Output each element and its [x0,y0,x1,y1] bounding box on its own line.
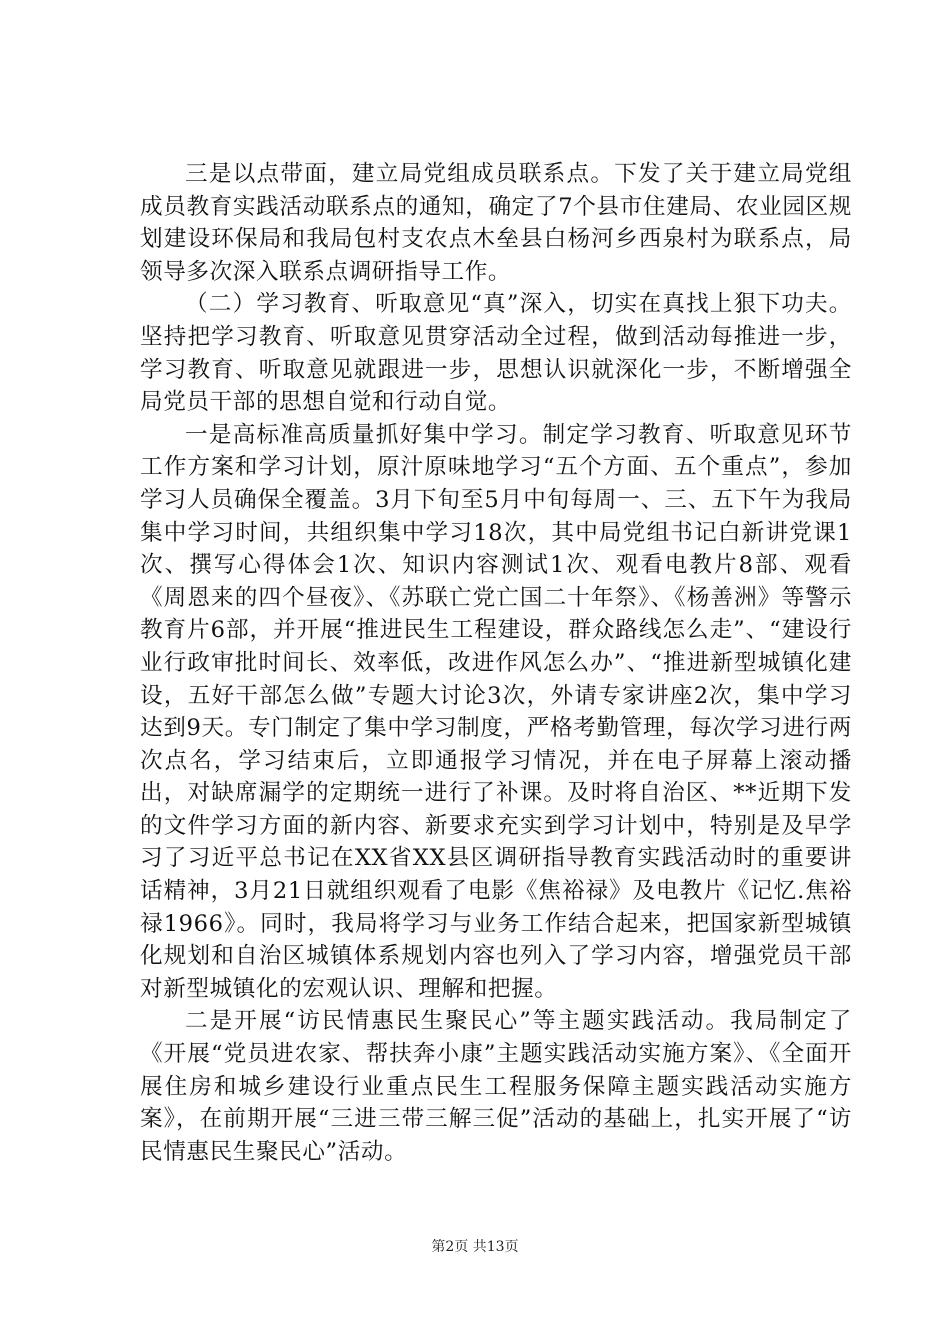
paragraph-themed-practice: 二是开展“访民情惠民生聚民心”等主题实践活动。我局制定了《开展“党员进农家、帮扶奔小康”主题实践活动实施方案》、《全面开展住房和城乡建设行业重点民生工程服务保障主题实践活动实施方案》，在前期开展“三进三带三解三促”活动的基础上，扎实开展了“访民情惠民生聚民心”活动。 [140,1008,852,1165]
paragraph-section-two-heading: （二）学习教育、听取意见“真”深入，切实在真找上狠下功夫。坚持把学习教育、听取意见贯穿活动全过程，做到活动每推进一步，学习教育、听取意见就跟进一步，思想认识就深化一步，不断增强全局党员干部的思想自觉和行动自觉。 [140,291,852,416]
document-body [140,158,852,1168]
paragraph-concentrated-study: 一是高标准高质量抓好集中学习。制定学习教育、听取意见环节工作方案和学习计划，原汁原味地学习“五个方面、五个重点”，参加学习人员确保全覆盖。3月下旬至5月中旬每周一、三、五下午为我局集中学习时间，共组织集中学习18次，其中局党组书记白新讲党课1次、撰写心得体会1次、知识内容测试1次、观看电教片8部、观看《周恩来的四个昼夜》、《苏联亡党亡国二十年祭》、《杨善洲》等警示教育片6部，并开展“推进民生工程建设，群众路线怎么走”、“建设行业行政审批时间长、效率低，改进作风怎么办”、“推进新型城镇化建设，五好干部怎么做”专题大讨论3次，外请专家讲座2次，集中学习达到9天。专门制定了集中学习制度，严格考勤管理，每次学习进行两次点名，学习结束后，立即通报学习情况，并在电子屏幕上滚动播出，对缺席漏学的定期统一进行了补课。及时将自治区、**近期下发的文件学习方面的新内容、新要求充实到学习计划中，特别是及早学习了习近平总书记在XX省XX县区调研指导教育实践活动时的重要讲话精神，3月21日就组织观看了电影《焦裕禄》及电教片《记忆.焦裕禄1966》。同时，我局将学习与业务工作结合起来，把国家新型城镇化规划和自治区城镇体系规划内容也列入了学习内容，增强党员干部对新型城镇化的宏观认识、理解和把握。 [140,421,852,1002]
paragraph-liaison-points: 三是以点带面，建立局党组成员联系点。下发了关于建立局党组成员教育实践活动联系点的通知，确定了7个县市住建局、农业园区规划建设环保局和我局包村支农点木垒县白杨河乡西泉村为联系点，局领导多次深入联系点调研指导工作。 [140,161,852,285]
page-number-footer: 第2页 共13页 [431,1239,519,1255]
